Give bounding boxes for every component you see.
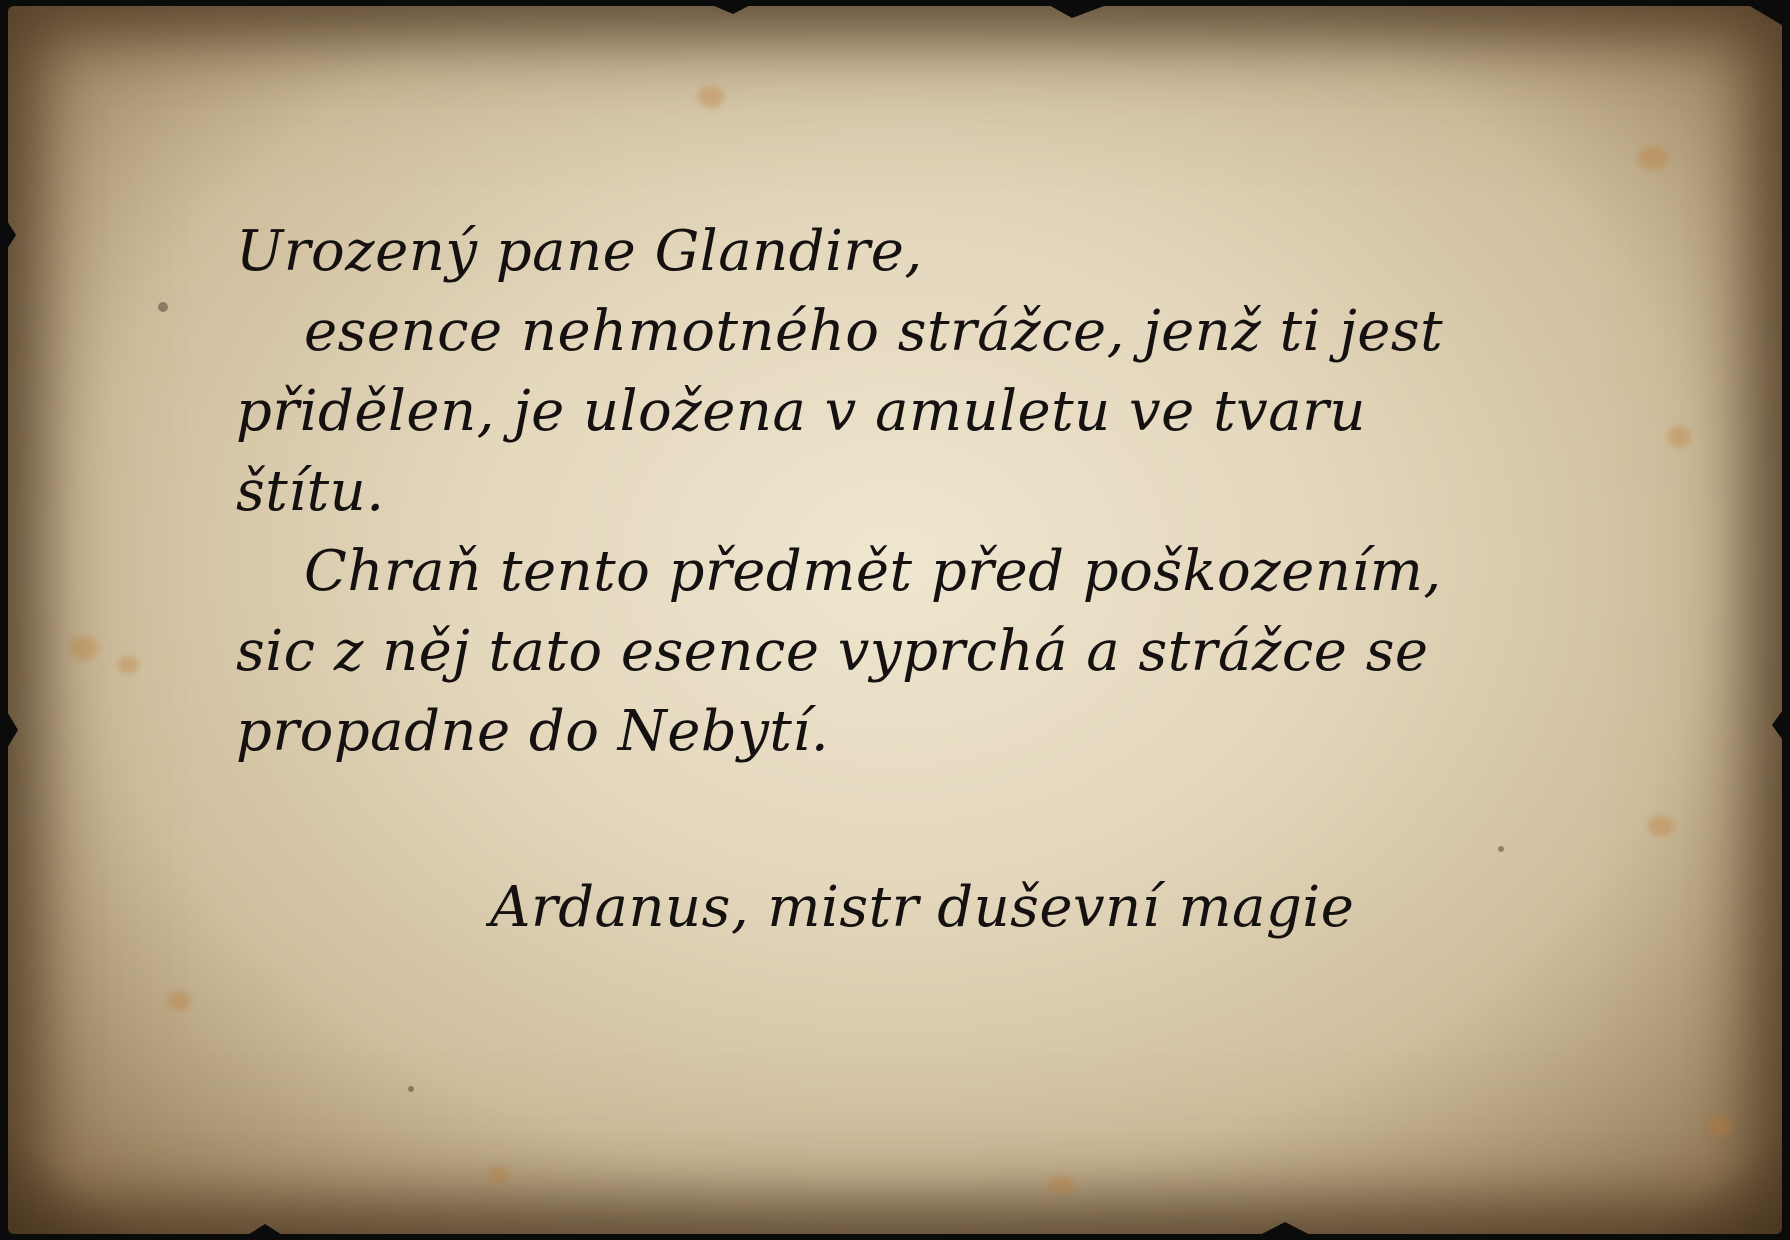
- stain: [168, 991, 190, 1011]
- paragraph2-line: propadne do Nebytí.: [236, 699, 830, 764]
- letter-body: [236, 212, 1596, 772]
- stain: [1668, 426, 1690, 448]
- speck: [158, 302, 168, 312]
- paragraph2-line: sic z něj tato esence vyprchá a strážce se: [236, 619, 1429, 684]
- speck: [1498, 846, 1504, 852]
- paragraph1-line: esence nehmotného strážce, jenž ti jest: [304, 299, 1444, 364]
- stain: [1708, 1116, 1732, 1136]
- signature: Ardanus, mistr duševní magie: [490, 875, 1355, 940]
- stain: [70, 636, 98, 660]
- stain: [698, 86, 724, 108]
- paragraph2-line: Chraň tento předmět před poškozením,: [304, 539, 1442, 604]
- stain: [118, 656, 138, 674]
- paragraph1-line: štítu.: [236, 459, 385, 524]
- salutation: Urozený pane Glandire,: [236, 219, 923, 284]
- stain: [1648, 816, 1674, 836]
- stain: [1048, 1176, 1074, 1194]
- speck: [408, 1086, 414, 1092]
- paragraph1-line: přidělen, je uložena v amuletu ve tvaru: [236, 379, 1366, 444]
- stain: [1638, 146, 1668, 170]
- stain: [488, 1166, 508, 1184]
